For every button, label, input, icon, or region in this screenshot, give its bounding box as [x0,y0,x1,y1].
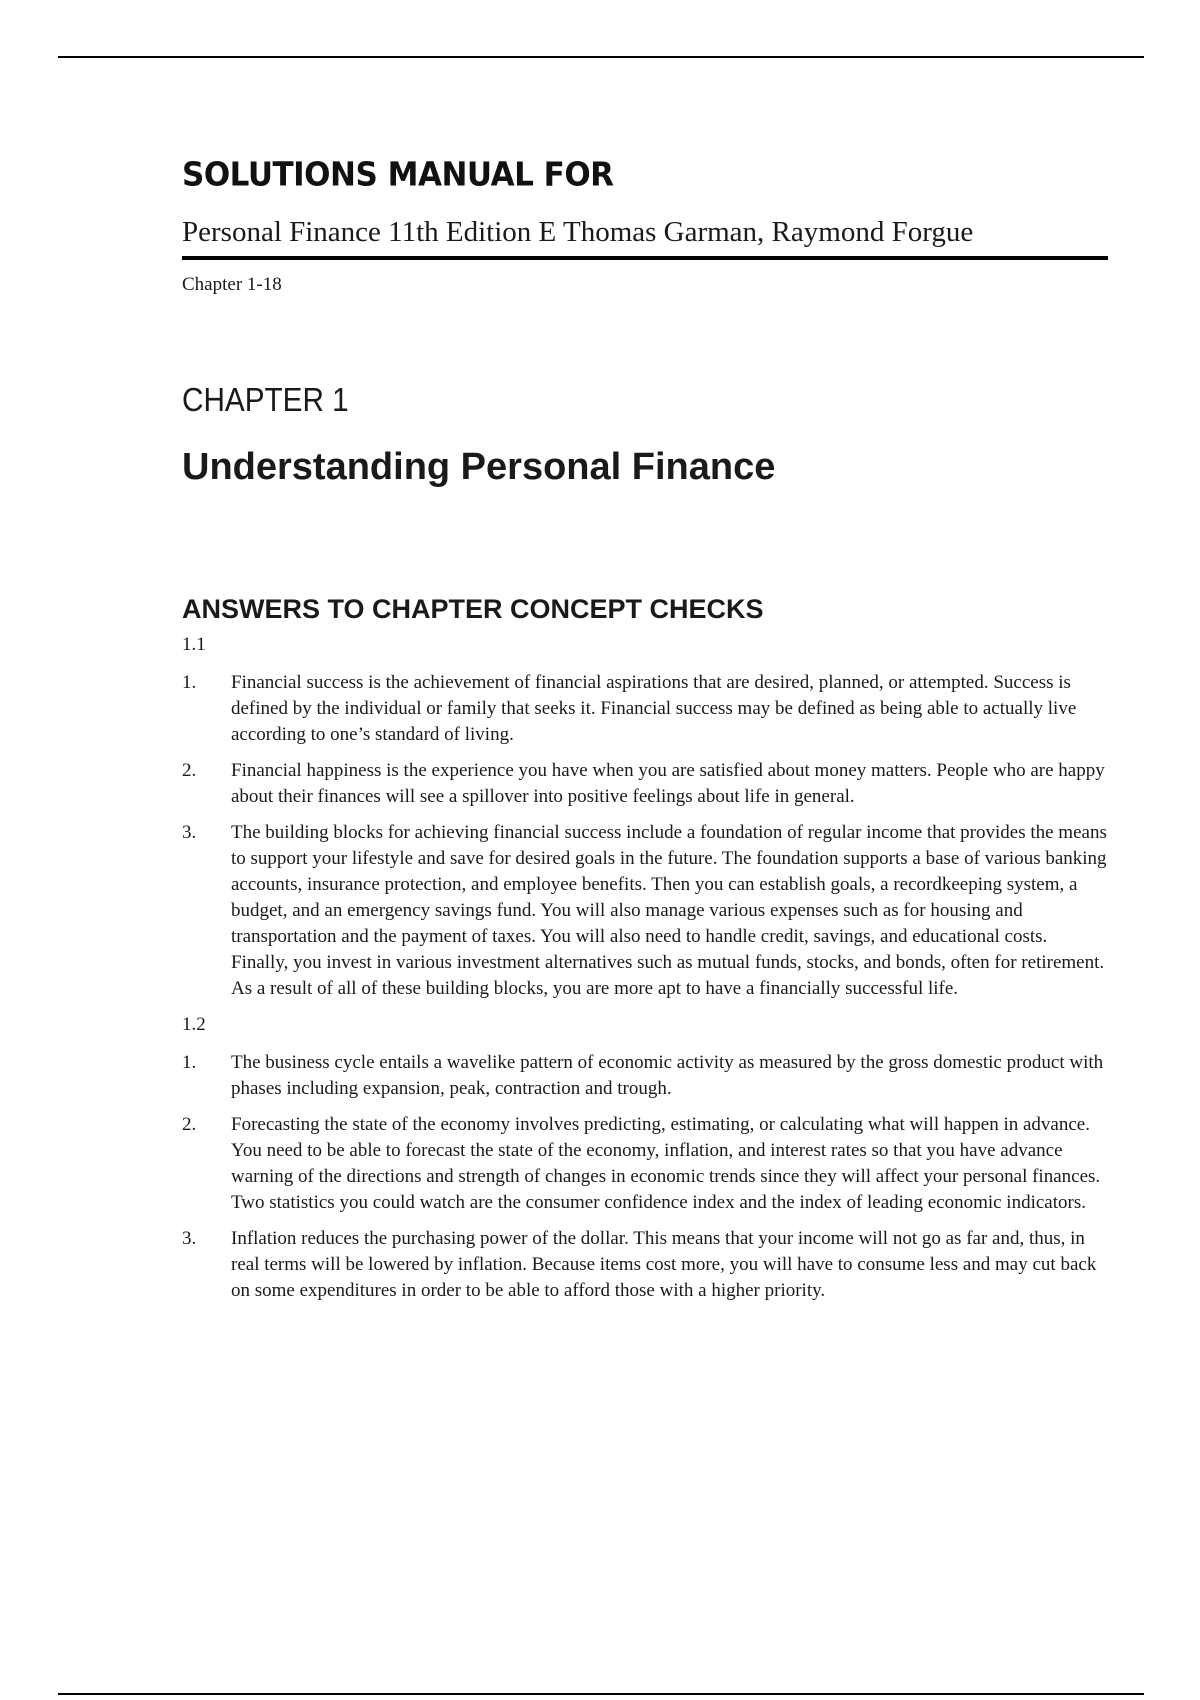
bottom-page-rule [58,1693,1144,1695]
answer-text: Forecasting the state of the economy involves predicting, estimating, or calculating what will happen in advance. You need to be able to forecast the state of the economy, inflation, and interest rates so that you have advance warning of the directions and strength of changes in economic trends since they will affect your personal finances. Two statistics you could watch are the consumer confidence index and the index of leading economic indicators. [231,1114,1101,1213]
answer-item [182,670,1108,748]
concept-check-section-1-1 [182,632,1108,1002]
answer-item [182,1226,1108,1304]
answer-text: Financial happiness is the experience you have when you are satisfied about money matters. People who are happy about their finances will see a spillover into positive feelings about life in general. [231,760,1105,807]
answer-number: 1. [182,672,197,693]
section-heading: ANSWERS TO CHAPTER CONCEPT CHECKS [182,594,764,624]
chapter-range: Chapter 1-18 [182,274,282,295]
answer-item [182,820,1108,1002]
answer-text: The business cycle entails a wavelike pattern of economic activity as measured by the gross domestic product with phases including expansion, peak, contraction and trough. [231,1052,1104,1099]
answer-number: 2. [182,760,197,781]
top-page-rule [58,56,1144,58]
document-page [182,150,1108,1314]
concept-check-section-1-2 [182,1012,1108,1304]
answer-item [182,1112,1108,1216]
answer-text: The building blocks for achieving financial success include a foundation of regular income that provides the means to support your lifestyle and save for desired goals in the future. The foundation supports a base of various banking accounts, insurance protection, and employee benefits. Then you can establish goals, a recordkeeping system, a budget, and an emergency savings fund. You will also manage various expenses such as for housing and transportation and the payment of taxes. You will also need to handle credit, savings, and educational costs. Finally, you invest in various investment alternatives such as mutual funds, stocks, and bonds, often for retirement. As a result of all of these building blocks, you are more apt to have a financially successful life. [231,822,1107,999]
subsection-label: 1.2 [182,1014,206,1035]
manual-title: SOLUTIONS MANUAL FOR [182,156,614,195]
chapter-title: Understanding Personal Finance [182,446,776,488]
answer-number: 2. [182,1114,197,1135]
subsection-label: 1.1 [182,634,206,655]
answer-number: 1. [182,1052,197,1073]
answer-number: 3. [182,1228,197,1249]
answer-number: 3. [182,822,197,843]
answer-item [182,1050,1108,1102]
answer-text: Financial success is the achievement of financial aspirations that are desired, planned, or attempted. Success is defined by the individual or family that seeks it. Financial success may be defined as being able to actually live according to one’s standard of living. [231,672,1077,745]
chapter-label: CHAPTER 1 [182,381,349,418]
book-title: Personal Finance 11th Edition E Thomas Garman, Raymond Forgue [182,214,1108,260]
answer-item [182,758,1108,810]
answer-text: Inflation reduces the purchasing power of the dollar. This means that your income will not go as far and, thus, in real terms will be lowered by inflation. Because items cost more, you will have to consume less and may cut back on some expenditures in order to be able to afford those with a higher priority. [231,1228,1097,1301]
